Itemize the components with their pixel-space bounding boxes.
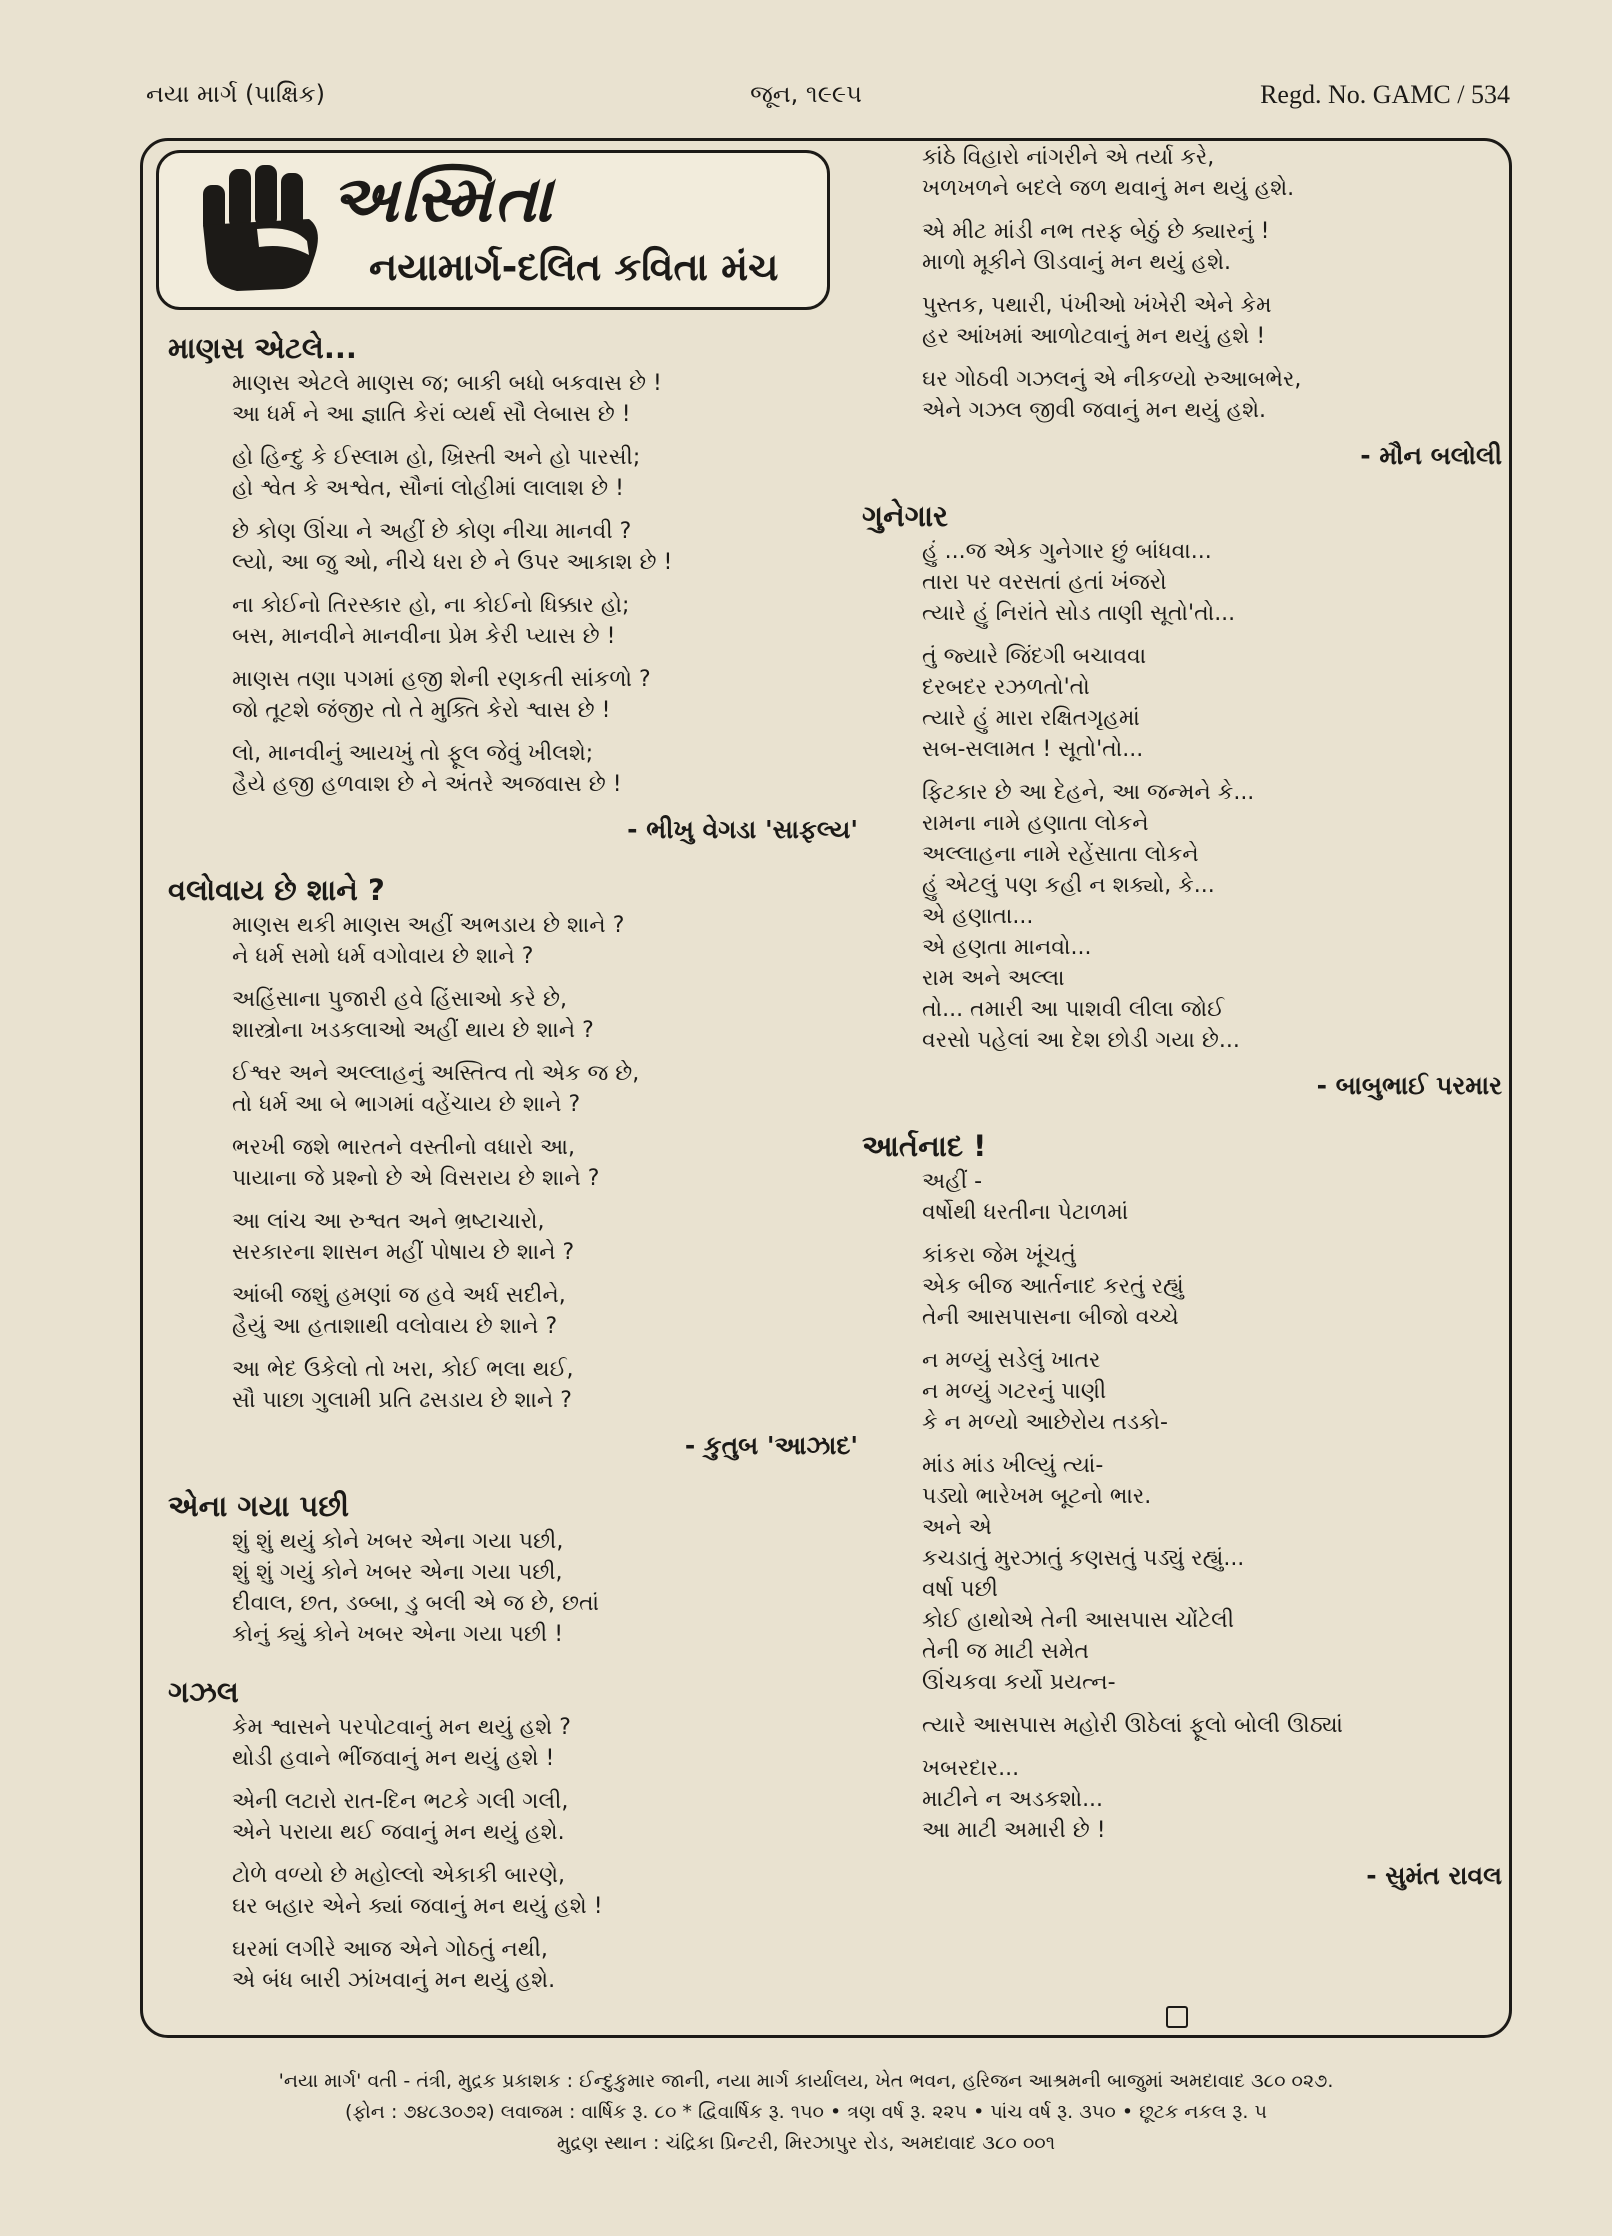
poem-line: તેની જ માટી સમેત [922,1639,1090,1664]
poem-line: કાંઠે વિહારો નાંગરીને એ તર્યા કરે, [922,145,1215,170]
poem-line: શું શું ગયું કોને ખબર એના ગયા પછી, [232,1560,563,1585]
poem-block [168,1672,858,1996]
poem-line: ઘર ગોઠવી ગઝલનું એ નીકળ્યો રુઆબભેર, [922,367,1302,392]
poem-line: આંબી જશું હમણાં જ હવે અર્ધ સદીને, [232,1283,566,1308]
stanza [168,1354,858,1416]
poem-title: આર્તનાદ ! [862,1129,987,1163]
masthead-title: અસ્મિતા [331,163,554,237]
poem-line: શું શું થયું કોને ખબર એના ગયા પછી, [232,1529,564,1554]
stanza [862,216,1502,278]
poem-line: સબ-સલામત ! સૂતો'તો... [922,737,1144,762]
masthead [156,150,830,310]
stanza [168,1132,858,1194]
poem-line: ત્યારે હું મારા રક્ષિતગૃહમાં [922,706,1140,731]
poem-line: રામ અને અલ્લા [922,966,1065,991]
poem-line: અને એ [922,1515,992,1540]
poem-block [168,328,858,848]
poem-line: ત્યારે હું નિરાંતે સોડ તાણી સૂતો'તો... [922,601,1236,626]
poem-line: માણસ એટલે માણસ જ; બાકી બધો બકવાસ છે ! [232,371,662,396]
poem-line: દરબદર રઝળતો'તો [922,675,1090,700]
poem-line: હૈયે હજી હળવાશ છે ને અંતરે અજવાસ છે ! [232,772,622,797]
footer [0,2066,1612,2159]
stanza [862,777,1502,1056]
stanza [168,1712,858,1774]
poem-line: સૌ પાછા ગુલામી પ્રતિ ઢસડાય છે શાને ? [232,1388,572,1413]
poem-line: તેની આસપાસના બીજો વચ્ચે [922,1305,1179,1330]
stanza [168,590,858,652]
stanza [168,664,858,726]
poem-line: ના કોઈનો તિરસ્કાર હો, ના કોઈનો ધિક્કાર હો; [232,593,630,618]
poem-line: પુસ્તક, પથારી, પંખીઓ ખંખેરી એને કેમ [922,293,1272,318]
stanza [862,1450,1502,1698]
poem-line: માટીને ન અડકશો... [922,1787,1104,1812]
stanza [168,984,858,1046]
poem-line: ને ધર્મ સમો ધર્મ વગોવાય છે શાને ? [232,944,534,969]
header-date: જૂન, ૧૯૯૫ [750,80,862,108]
poem-line: કોઈ હાથોએ તેની આસપાસ ચોંટેલી [922,1608,1234,1633]
poem-line: ફિટકાર છે આ દેહને, આ જન્મને કે... [922,780,1255,805]
poem-line: હો શ્વેત કે અશ્વેત, સૌનાં લોહીમાં લાલાશ છે ! [232,476,624,501]
poem-line: જો તૂટશે જંજીર તો તે મુક્તિ કેરો શ્વાસ છે ! [232,698,611,723]
poem-line: માંડ માંડ ખીલ્યું ત્યાં- [922,1453,1104,1478]
poem-author: - ભીખુ વેગડા 'સાફલ્ય' [627,815,858,844]
poem-block [168,1486,858,1650]
stanza [862,1345,1502,1438]
poem-line: શાસ્ત્રોના ખડકલાઓ અહીં થાય છે શાને ? [232,1018,594,1043]
poem-line: તો ધર્મ આ બે ભાગમાં વહેંચાય છે શાને ? [232,1092,581,1117]
stanza [862,364,1502,426]
poem-line: તારા પર વરસતાં હતાં ખંજરો [922,570,1167,595]
poem-title: ગુનેગાર [862,499,949,533]
stanza [168,1526,858,1650]
poem-line: આ ભેદ ઉકેલો તો ખરા, કોઈ ભલા થઈ, [232,1357,574,1382]
poem-line: કે ન મળ્યો આછેરોય તડકો- [922,1410,1168,1435]
poem-line: ઈશ્વર અને અલ્લાહનું અસ્તિત્વ તો એક જ છે, [232,1061,640,1086]
poem-line: છે કોણ ઊંચા ને અહીં છે કોણ નીચા માનવી ? [232,519,632,544]
poem-line: તું જ્યારે જિંદગી બચાવવા [922,644,1147,669]
poem-line: રામના નામે હણાતા લોકને [922,811,1149,836]
raised-fist-icon [197,163,327,301]
poem-line: ટોળે વળ્યો છે મહોલ્લો એકાકી બારણે, [232,1863,565,1888]
poem-line: કચડાતું મુરઝાતું કણસતું પડ્યું રહ્યું... [922,1546,1245,1571]
poem-line: માળો મૂકીને ઊડવાનું મન થયું હશે. [922,250,1232,275]
poem-line: બસ, માનવીને માનવીના પ્રેમ કેરી પ્યાસ છે ! [232,624,616,649]
poem-line: અલ્લાહના નામે રહેંસાતા લોકને [922,842,1199,867]
poem-line: માણસ તણા પગમાં હજી શેની રણકતી સાંકળો ? [232,667,651,692]
poem-title: માણસ એટલે... [168,331,357,365]
masthead-subtitle: નયામાર્ગ-દલિત કવિતા મંચ [369,245,779,289]
poem-line: પડ્યો ભારેખમ બૂટનો ભાર. [922,1484,1152,1509]
stanza [168,442,858,504]
poem-line: ન મળ્યું સડેલું ખાતર [922,1348,1101,1373]
poem-line: અહિંસાના પુજારી હવે હિંસાઓ કરે છે, [232,987,567,1012]
poem-title: વલોવાય છે શાને ? [168,873,385,907]
stanza [862,641,1502,765]
poem-line: ત્યારે આસપાસ મહોરી ઊઠેલાં ફૂલો બોલી ઊઠ્યાં [922,1713,1343,1738]
poem-line: માણસ થકી માણસ અહીં અભડાય છે શાને ? [232,913,625,938]
poem-line: તો... તમારી આ પાશવી લીલા જોઈ [922,997,1225,1022]
poem-line: એની લટારો રાત-દિન ભટકે ગલી ગલી, [232,1789,569,1814]
header-left: નયા માર્ગ (પાક્ષિક) [146,80,325,108]
poem-line: એ મીટ માંડી નભ તરફ બેઠું છે ક્યારનું ! [922,219,1270,244]
left-column [168,328,858,2018]
stanza [862,1240,1502,1333]
poem-line: એ હણાતા... [922,904,1034,929]
poem-line: એને પરાયા થઈ જવાનું મન થયું હશે. [232,1820,565,1845]
poem-block [862,142,1502,474]
poem-line: આ માટી અમારી છે ! [922,1818,1106,1843]
poem-line: આ લાંચ આ રુશ્વત અને ભ્રષ્ટાચારો, [232,1209,545,1234]
poem-line: ન મળ્યું ગટરનું પાણી [922,1379,1107,1404]
stanza [862,142,1502,204]
poem-line: વર્ષોથી ધરતીના પેટાળમાં [922,1200,1129,1225]
poem-line: કોનું ક્યું કોને ખબર એના ગયા પછી ! [232,1622,564,1647]
poem-line: ઘર બહાર એને ક્યાં જવાનું મન થયું હશે ! [232,1894,603,1919]
poem-line: હું એટલું પણ કહી ન શક્યો, કે... [922,873,1215,898]
poem-line: એ હણતા માનવો... [922,935,1092,960]
stanza [168,1934,858,1996]
stanza [168,1206,858,1268]
poem-author: - કુતુબ 'આઝાદ' [684,1431,858,1460]
stanza [862,536,1502,629]
stanza [168,1280,858,1342]
poem-block [862,1126,1502,1894]
poem-line: એને ગઝલ જીવી જવાનું મન થયું હશે. [922,398,1267,423]
poem-line: હો હિન્દુ કે ઈસ્લામ હો, ખ્રિસ્તી અને હો પારસી; [232,445,641,470]
poem-line: કેમ શ્વાસને પરપોટવાનું મન થયું હશે ? [232,1715,571,1740]
poem-line: લો, માનવીનું આયખું તો ફૂલ જેવું ખીલશે; [232,741,594,766]
stanza [862,290,1502,352]
stanza [168,368,858,430]
poem-line: વર્ષા પછી [922,1577,998,1602]
poem-block [168,870,858,1464]
poem-line: ભરખી જશે ભારતને વસ્તીનો વધારો આ, [232,1135,575,1160]
poem-author: - બાબુભાઈ પરમાર [1316,1071,1502,1100]
poem-title: એના ગયા પછી [168,1489,350,1523]
stanza [168,1058,858,1120]
poem-line: આ ધર્મ ને આ જ્ઞાતિ કેરાં વ્યર્થ સૌ લેબાસ છે ! [232,402,631,427]
end-box-mark [1166,2006,1188,2028]
poem-line: હું ...જ એક ગુનેગાર છું બાંધવા... [922,539,1212,564]
poem-line: ઊંચકવા કર્યો પ્રયત્ન- [922,1670,1116,1695]
poem-block [862,496,1502,1104]
poem-line: કાંકરા જેમ ખૂંચતું [922,1243,1076,1268]
poem-line: ખબરદાર... [922,1756,1020,1781]
poem-line: વરસો પહેલાં આ દેશ છોડી ગયા છે... [922,1028,1240,1053]
stanza [168,910,858,972]
footer-line-3: મુદ્રણ સ્થાન : ચંદ્રિકા પ્રિન્ટરી, મિરઝાપુર રોડ, અમદાવાદ ૩૮૦ ૦૦૧ [556,2132,1056,2154]
poem-line: દીવાલ, છત, ડબ્બા, ડુ બલી એ જ છે, છતાં [232,1591,599,1616]
poem-line: સરકારના શાસન મહીં પોષાય છે શાને ? [232,1240,575,1265]
poem-title: ગઝલ [168,1675,239,1709]
poem-author: - સુમંત રાવલ [1366,1861,1502,1890]
poem-author: - મૌન બલોલી [1360,441,1502,470]
stanza [168,516,858,578]
poem-line: એક બીજ આર્તનાદ કરતું રહ્યું [922,1274,1184,1299]
header-regd-no: Regd. No. GAMC / 534 [1260,80,1510,109]
stanza [862,1166,1502,1228]
stanza [862,1753,1502,1846]
stanza [168,738,858,800]
poem-line: એ બંધ બારી ઝાંખવાનું મન થયું હશે. [232,1968,556,1993]
poem-line: હૈયું આ હતાશાથી વલોવાય છે શાને ? [232,1314,558,1339]
poem-line: પાયાના જે પ્રશ્નો છે એ વિસરાય છે શાને ? [232,1166,600,1191]
poem-line: ખળખળને બદલે જળ થવાનું મન થયું હશે. [922,176,1295,201]
stanza [862,1710,1502,1741]
stanza [168,1786,858,1848]
stanza [168,1860,858,1922]
poem-line: લ્યો, આ જુ ઓ, નીચે ધરા છે ને ઉપર આકાશ છે ! [232,550,673,575]
poem-line: ઘરમાં લગીરે આજ એને ગોઠતું નથી, [232,1937,548,1962]
poem-line: હર આંખમાં આળોટવાનું મન થયું હશે ! [922,324,1266,349]
right-column [862,142,1502,1916]
footer-line-2: (ફોન : ૭૪૮૩૦૭૨) લવાજમ : વાર્ષિક રૂ. ૮૦ * દ્વિવાર્ષિક રૂ. ૧૫૦ • ત્રણ વર્ષ રૂ. ૨૨૫ • પાંચ વર્ષ રૂ. ૩૫૦ • છૂટક નકલ રૂ. ૫ [345,2101,1267,2123]
poem-line: થોડી હવાને ભીંજવાનું મન થયું હશે ! [232,1746,555,1771]
footer-line-1: 'નયા માર્ગ' વતી - તંત્રી, મુદ્રક પ્રકાશક : ઈન્દુકુમાર જાની, નયા માર્ગ કાર્યાલય, ખેત ભવન, હરિજન આશ્રમની બાજુમાં અમદાવાદ ૩૮૦ ૦૨૭. [278,2070,1334,2092]
poem-line: અહીં - [922,1169,983,1194]
